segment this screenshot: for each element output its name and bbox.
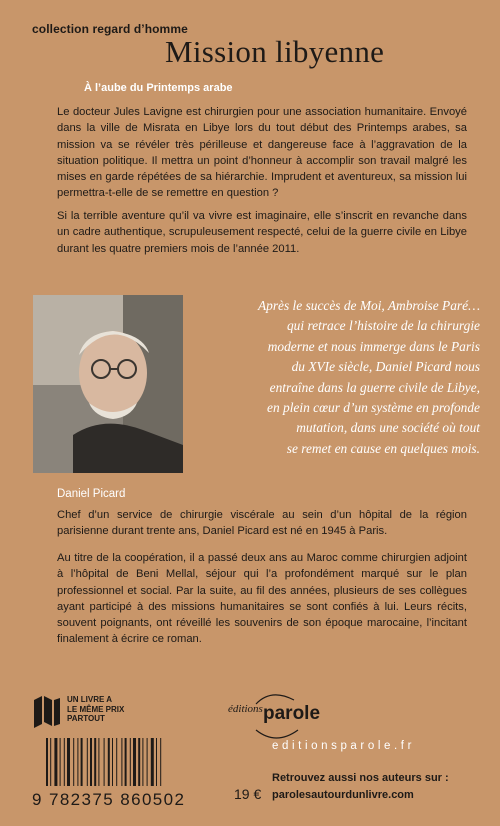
barcode-bar	[90, 738, 92, 786]
barcode-bar	[73, 738, 74, 786]
barcode-bar	[147, 738, 148, 786]
price: 19 €	[234, 786, 262, 802]
badge-line: LE MÊME PRIX	[67, 704, 125, 714]
synopsis-paragraph-2: Si la terrible aventure qu’il va vivre est imaginaire, elle s’inscrit en revanche dans un cadre authentique, scrupuleusement respecté, celui de la guerre civile en Libye durant les quatre premiers mois de l’année 2011.	[57, 210, 467, 255]
synopsis-paragraph-1: Le docteur Jules Lavigne est chirurgien pour une association humanitaire. Envoyé dans la ville de Misrata en Libye lors du tout début des Printemps arabes, sa mission va se révéler très périlleuse et dangereuse face à l’aggravation de la situation politique. Il mettra un point d’honneur à accomplir son travail malgré les mises en garde répétées de sa hiérarchie. Imprudent et aventureux, sa mission lui permettra-t-elle de se remettre en question ?	[57, 106, 467, 200]
barcode-bar	[67, 738, 70, 786]
retrouvez-text: Retrouvez aussi nos auteurs sur :	[272, 772, 449, 784]
barcode-bar	[46, 738, 48, 786]
barcode-bar	[125, 738, 127, 786]
barcode-bar	[138, 738, 140, 786]
barcode-bar	[108, 738, 110, 786]
barcode-bar	[133, 738, 136, 786]
barcode-bar	[160, 738, 161, 786]
badge-line: UN LIVRE A	[67, 695, 113, 704]
publisher-parole: parole	[263, 703, 321, 724]
barcode-bar	[151, 738, 154, 786]
publisher-logo	[226, 686, 321, 746]
badge-text	[67, 695, 124, 724]
barcode-bar	[60, 738, 61, 786]
barcode-bar	[156, 738, 157, 786]
barcode-bars	[32, 738, 232, 788]
retrouvez-url: parolesautourdunlivre.com	[272, 789, 414, 801]
badge-line: PARTOUT	[67, 714, 105, 723]
author-photo	[33, 295, 183, 473]
book-logo-icon	[32, 694, 62, 728]
barcode-bar	[104, 738, 105, 786]
barcode-bar	[87, 738, 88, 786]
barcode-bar	[54, 738, 57, 786]
barcode-bar	[94, 738, 96, 786]
quote-line: mutation, dans une société où tout	[296, 420, 480, 436]
author-name: Daniel Picard	[57, 488, 126, 500]
barcode	[32, 738, 262, 810]
isbn-number: 9 782375 860502	[32, 790, 186, 809]
barcode-bar	[77, 738, 78, 786]
quote-line: moderne et nous immerge dans le Paris	[267, 338, 480, 354]
quote-line: Après le succès de Moi, Ambroise Paré…	[257, 298, 480, 313]
same-price-badge	[32, 694, 182, 734]
barcode-bar	[121, 738, 122, 786]
quote-line: du XVIe siècle, Daniel Picard nous	[291, 359, 480, 375]
book-subtitle: À l’aube du Printemps arabe	[84, 82, 233, 94]
barcode-bar	[81, 738, 83, 786]
barcode-bar	[142, 738, 143, 786]
quote-line: qui retrace l’histoire de la chirurgie	[286, 318, 480, 334]
barcode-bar	[130, 738, 131, 786]
book-title: Mission libyenne	[165, 34, 385, 69]
barcode-bar	[116, 738, 117, 786]
quote-line: se remet en cause en quelques mois.	[286, 440, 480, 456]
barcode-bar	[64, 738, 65, 786]
quote-line: entraîne dans la guerre civile de Libye,	[269, 379, 480, 395]
barcode-bar	[98, 738, 99, 786]
publisher-url: editionsparole.fr	[272, 740, 416, 752]
author-bio-1: Chef d’un service de chirurgie viscérale au sein d’un hôpital de la région parisienne durant trente ans, Daniel Picard est né en 1945 à Paris.	[57, 509, 467, 538]
author-bio-2: Au titre de la coopération, il a passé deux ans au Maroc comme chirurgien adjoint à l’hôpital de Beni Mellal, séjour qui l’a profondément marqué sur le plan professionnel et social. Par la suite, au fil des années, plusieurs de ses collègues ayant participé à des missions humanitaires se sont confiés à lui. Leurs récits, souvent poignants, ont réveillé les souvenirs de son époque marocaine, l’incitant finalement à écrire ce roman.	[57, 552, 467, 646]
quote-block	[190, 296, 480, 459]
barcode-bar	[112, 738, 113, 786]
quote-line: en plein cœur d’un système en profonde	[267, 400, 480, 416]
publisher-editions: éditions	[228, 703, 263, 715]
collection-label: collection regard d’homme	[32, 22, 188, 36]
barcode-bar	[50, 738, 51, 786]
